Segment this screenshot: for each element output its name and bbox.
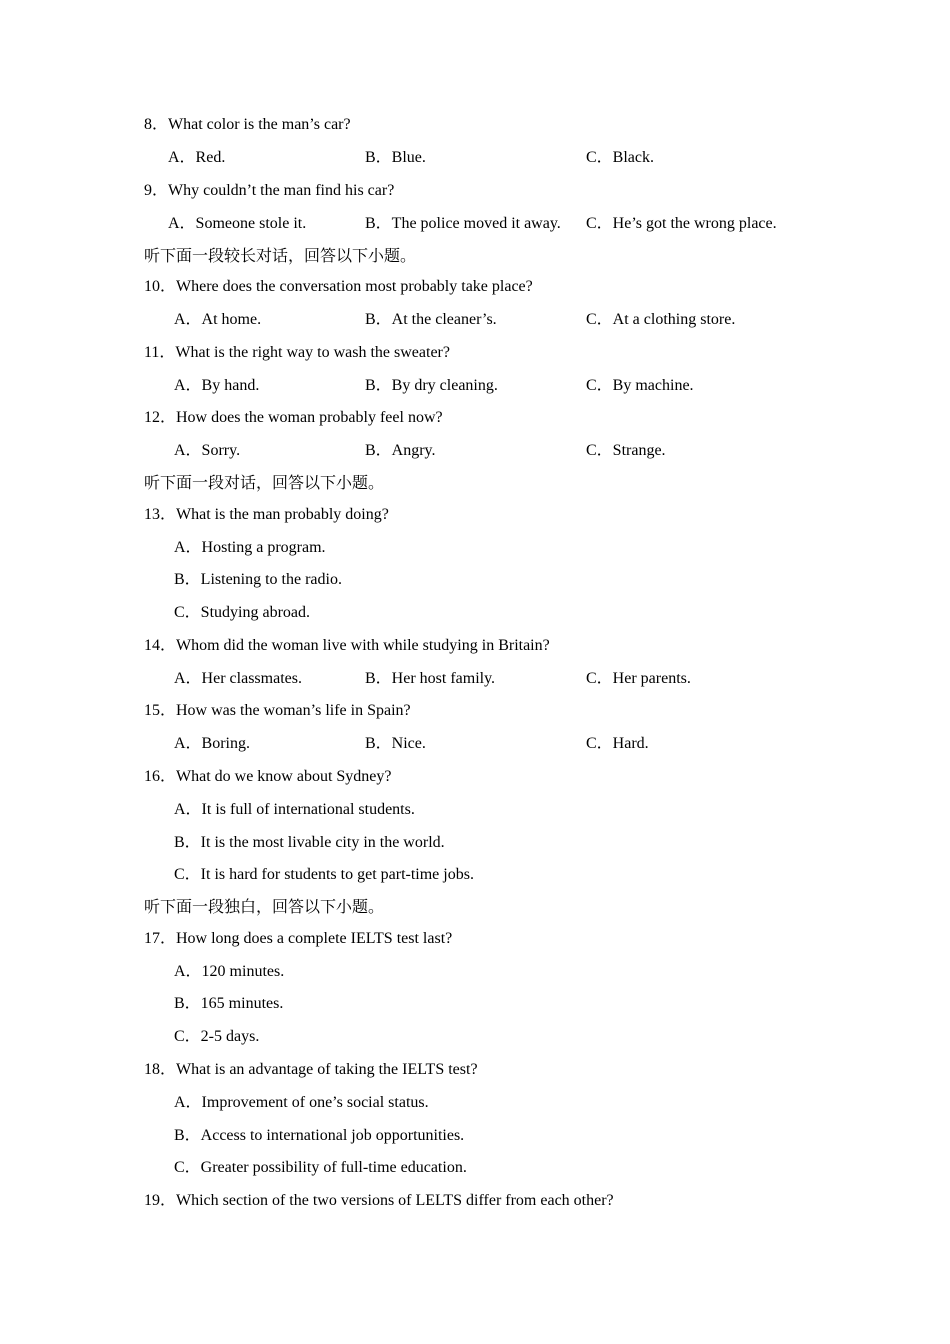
question-19-stem: 19．Which section of the two versions of LELTS differ from each other?: [144, 1192, 614, 1209]
question-16-option-c: C．It is hard for students to get part-time jobs.: [174, 866, 474, 883]
section-instruction-3: 听下面一段独白，回答以下小题。: [144, 899, 385, 916]
question-17-option-c: C．2-5 days.: [174, 1028, 260, 1045]
question-14-option-a: A．Her classmates.: [174, 670, 302, 687]
question-10-option-c: C．At a clothing store.: [586, 311, 736, 328]
question-13-option-a: A．Hosting a program.: [174, 539, 326, 556]
question-17-stem: 17．How long does a complete IELTS test last?: [144, 930, 453, 947]
question-8-option-c: C．Black.: [586, 149, 654, 166]
question-11-option-b: B．By dry cleaning.: [365, 377, 498, 394]
question-17-option-b: B．165 minutes.: [174, 995, 284, 1012]
question-18-option-a: A．Improvement of one’s social status.: [174, 1094, 429, 1111]
question-8-option-b: B．Blue.: [365, 149, 426, 166]
question-11-stem: 11．What is the right way to wash the sweater?: [144, 344, 450, 361]
question-18-stem: 18．What is an advantage of taking the IELTS test?: [144, 1061, 478, 1078]
question-14-option-c: C．Her parents.: [586, 670, 691, 687]
question-15-stem: 15．How was the woman’s life in Spain?: [144, 702, 411, 719]
question-12-option-c: C．Strange.: [586, 442, 666, 459]
question-14-stem: 14．Whom did the woman live with while studying in Britain?: [144, 637, 550, 654]
question-16-option-a: A．It is full of international students.: [174, 801, 415, 818]
question-15-option-b: B．Nice.: [365, 735, 426, 752]
question-12-option-b: B．Angry.: [365, 442, 436, 459]
section-instruction-1: 听下面一段较长对话，回答以下小题。: [144, 248, 417, 265]
question-12-stem: 12．How does the woman probably feel now?: [144, 409, 443, 426]
section-instruction-2: 听下面一段对话，回答以下小题。: [144, 475, 385, 492]
question-10-option-a: A．At home.: [174, 311, 262, 328]
question-14-option-b: B．Her host family.: [365, 670, 496, 687]
question-18-option-c: C．Greater possibility of full-time education.: [174, 1159, 467, 1176]
question-17-option-a: A．120 minutes.: [174, 963, 285, 980]
question-15-option-a: A．Boring.: [174, 735, 251, 752]
question-15-option-c: C．Hard.: [586, 735, 649, 752]
question-11-option-c: C．By machine.: [586, 377, 694, 394]
question-16-stem: 16．What do we know about Sydney?: [144, 768, 392, 785]
question-11-option-a: A．By hand.: [174, 377, 260, 394]
question-13-stem: 13．What is the man probably doing?: [144, 506, 389, 523]
question-10-option-b: B．At the cleaner’s.: [365, 311, 497, 328]
question-13-option-c: C．Studying abroad.: [174, 604, 310, 621]
question-8-stem: 8．What color is the man’s car?: [144, 116, 351, 133]
question-9-option-b: B．The police moved it away.: [365, 215, 561, 232]
question-18-option-b: B．Access to international job opportunities.: [174, 1127, 465, 1144]
question-16-option-b: B．It is the most livable city in the world.: [174, 834, 445, 851]
question-12-option-a: A．Sorry.: [174, 442, 241, 459]
question-9-option-a: A．Someone stole it.: [168, 215, 307, 232]
question-9-stem: 9．Why couldn’t the man find his car?: [144, 182, 395, 199]
question-9-option-c: C．He’s got the wrong place.: [586, 215, 777, 232]
question-13-option-b: B．Listening to the radio.: [174, 571, 342, 588]
question-10-stem: 10．Where does the conversation most probably take place?: [144, 278, 533, 295]
question-8-option-a: A．Red.: [168, 149, 226, 166]
